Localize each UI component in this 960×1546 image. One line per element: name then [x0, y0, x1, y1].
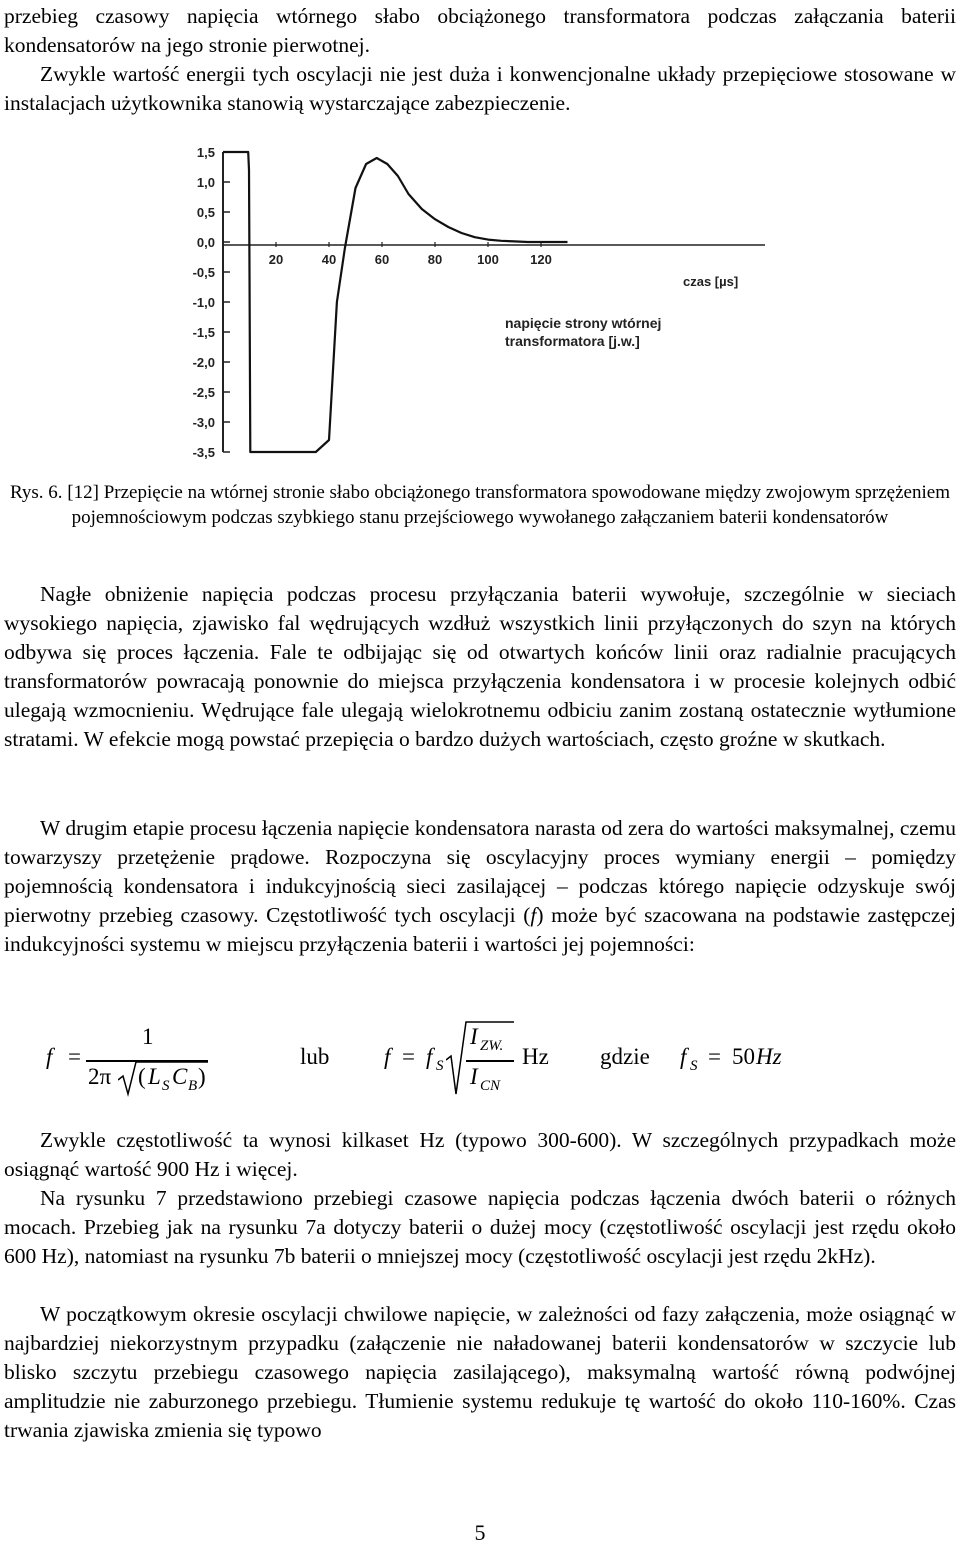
y-tick-label: 0,0	[196, 235, 215, 250]
paragraph-3-part2: ) może być szacowana na podstawie zastępczej indukcyjności systemu w miejscu przyłączenia baterii i wartości jej pojemności:	[4, 903, 956, 956]
annotation-line-1: napięcie strony wtórnej	[505, 315, 662, 331]
formula-Izw-sub: ZW.	[480, 1038, 504, 1054]
paragraph-3	[4, 814, 956, 959]
formula-L-sub: S	[162, 1078, 170, 1094]
x-tick-label: 20	[268, 252, 284, 267]
fraction-bar-2	[466, 1060, 514, 1062]
formula-fs: f	[426, 1044, 433, 1069]
formula-eq3: =	[708, 1044, 721, 1069]
page-number: 5	[474, 1520, 486, 1545]
formula-L: L	[148, 1064, 161, 1089]
formula	[0, 1020, 960, 1100]
paragraph-intro: Zwykle wartość energii tych oscylacji nie jest duża i konwencjonalne układy przepięciowe stosowane w instalacjach użytkownika stanowią wystarczające zabezpieczenie.	[4, 62, 956, 115]
formula-Icn-sub: CN	[480, 1078, 501, 1094]
formula-f2: f	[384, 1044, 391, 1069]
formula-2pi: 2π	[88, 1064, 112, 1089]
voltage-chart	[175, 140, 775, 465]
y-tick-label: -1,5	[192, 325, 215, 340]
y-tick-label: -1,0	[192, 295, 215, 310]
formula-gdzie: gdzie	[600, 1044, 650, 1069]
figure-caption: Rys. 6. [12] Przepięcie na wtórnej stronie słabo obciążonego transformatora spowodowane między zwojowym sprzężeniem pojemnościowym podczas szybkiego stanu przejściowego wywołanego załączaniem baterii kondensatorów	[10, 482, 950, 528]
formula-hz: Hz	[522, 1044, 549, 1069]
formula-C-sub: B	[188, 1078, 198, 1094]
annotation-line-2: transformatora [j.w.]	[505, 333, 640, 349]
formula-lub: lub	[300, 1044, 330, 1069]
formula-f: f	[46, 1044, 53, 1069]
y-tick-label: -3,5	[192, 445, 215, 460]
y-tick-label: -0,5	[192, 265, 215, 280]
formula-eq2: =	[402, 1044, 415, 1069]
x-tick-label: 60	[374, 252, 390, 267]
formula-fs3: f	[680, 1044, 687, 1069]
series-line	[223, 152, 568, 452]
formula-rparen: )	[198, 1064, 206, 1089]
paragraph-5: Na rysunku 7 przedstawiono przebiegi czasowe napięcia podczas łączenia dwóch baterii o różnych mocach. Przebieg jak na rysunku 7a dotyczy baterii o dużej mocy (częstotliwość oscylacji jest rzędu około 600 Hz), natomiast na rysunku 7b baterii o mniejszej mocy (częstotliwość oscylacji jest rzędu 2kHz).	[4, 1186, 956, 1268]
paragraph-6: W początkowym okresie oscylacji chwilowe napięcie, w zależności od fazy załączenia, może osiągnąć w najbardziej niekorzystnym przypadku (załączenie nie naładowanej baterii kondensatorów w szczycie lub blisko szczytu przebiegu czasowego napięcia zasilającego), maksymalną wartość równą podwójnej amplitudzie nie zaburzonego przebiegu. Tłumienie systemu redukuje tę wartość do około 110-160%. Czas trwania zjawiska zmienia się typowo	[4, 1302, 956, 1442]
x-tick-label: 120	[530, 252, 552, 267]
y-tick-label: 0,5	[196, 205, 215, 220]
y-tick-label: -2,5	[192, 385, 215, 400]
formula-50: 50	[732, 1044, 755, 1069]
formula-Izw: I	[470, 1024, 478, 1049]
paragraph-3-f: f	[530, 903, 537, 927]
paragraph-2: Nagłe obniżenie napięcia podczas procesu przyłączania baterii wywołuje, szczególnie w sieciach wysokiego napięcia, zjawisko fal wędrujących wzdłuż wszystkich linii przyłączonych do szyn na których odbywa się proces łączenia. Fale te odbijając się od otwartych końców linii oraz radialnie pracujących transformatorów powracają ponownie do miejsca przyłączenia kondensatora i w procesie kolejnych odbić ulegają wzmocnieniu. Wędrujące fale ulegają wielokrotnemu odbiciu zanim zostaną ostatecznie wytłumione stratami. W efekcie mogą powstać przepięcia o bardzo dużych wartościach, często groźne w skutkach.	[4, 582, 956, 751]
x-tick-label: 100	[477, 252, 499, 267]
y-tick-label: -3,0	[192, 415, 215, 430]
y-axis-ticks	[193, 145, 230, 460]
formula-one: 1	[142, 1024, 154, 1049]
x-tick-label: 80	[427, 252, 443, 267]
formula-eq: =	[68, 1044, 81, 1069]
y-tick-label: -2,0	[192, 355, 215, 370]
formula-fs-sub: S	[436, 1058, 444, 1074]
formula-Icn: I	[470, 1064, 478, 1089]
x-axis-label: czas [µs]	[683, 274, 739, 289]
formula-hz-italic: Hz	[756, 1044, 782, 1069]
formula-lparen: (	[138, 1064, 146, 1089]
paragraph-4: Zwykle częstotliwość ta wynosi kilkaset Hz (typowo 300-600). W szczególnych przypadkach może osiągnąć wartość 900 Hz i więcej.	[4, 1128, 956, 1181]
y-tick-label: 1,0	[196, 175, 215, 190]
y-tick-label: 1,5	[196, 145, 215, 160]
formula-fs3-sub: S	[690, 1058, 698, 1074]
x-tick-label: 40	[321, 252, 337, 267]
paragraph-3-part1: W drugim etapie procesu łączenia napięcie kondensatora narasta od zera do wartości maksymalnej, czemu towarzyszy przetężenie prądowe. Rozpoczyna się oscylacyjny proces wymiany energii – pomiędzy pojemnością kondensatora i indukcyjnością sieci zasilającej – podczas którego napięcie odzyskuje swój pierwotny przebieg czasowy. Częstotliwość tych oscylacji (	[4, 816, 956, 927]
formula-C: C	[172, 1064, 188, 1089]
paragraph-continuation: przebieg czasowy napięcia wtórnego słabo obciążonego transformatora podczas załączania baterii kondensatorów na jego stronie pierwotnej.	[4, 4, 956, 57]
